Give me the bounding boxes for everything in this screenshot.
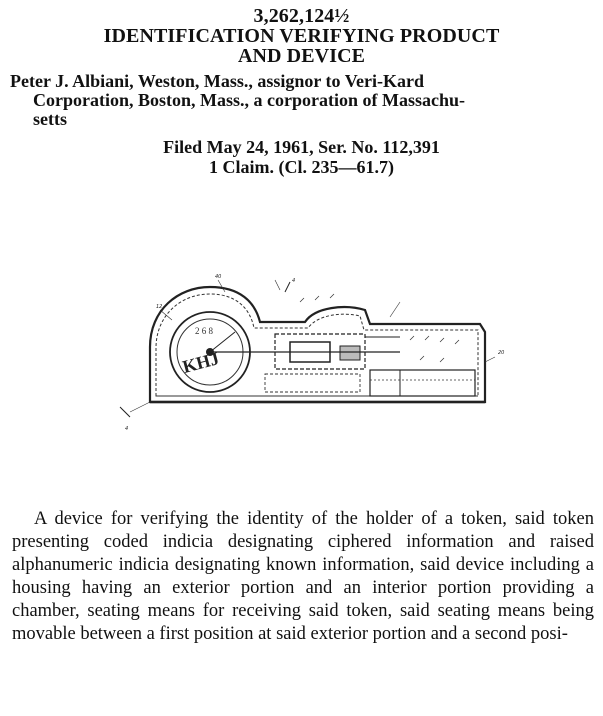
inventor-line-2: Corporation, Boston, Mass., a corporation of Massachu-: [33, 90, 465, 110]
claims-class: 1 Claim. (Cl. 235—61.7): [209, 157, 394, 177]
figure-label: 4: [125, 426, 129, 432]
token-chamber: [370, 370, 475, 396]
patent-title-line-2: AND DEVICE: [237, 45, 366, 67]
housing-inner-wall: [156, 294, 478, 396]
housing-outline: [150, 287, 485, 402]
filed-date: Filed May 24, 1961, Ser. No. 112,391: [163, 137, 440, 157]
figure-label: 12: [156, 304, 163, 310]
figure-label: 4: [292, 278, 296, 284]
figure-label: 20: [498, 350, 505, 356]
filing-info: [0, 137, 603, 177]
wheel-characters: KHJ: [180, 348, 222, 377]
abstract: [12, 508, 594, 646]
wheel-spoke: [210, 332, 235, 352]
patent-number: 3,262,124½: [253, 5, 350, 27]
section-arrow-lower: [120, 407, 130, 432]
figure-label: 40: [215, 274, 222, 280]
inventor-line-3: setts: [33, 109, 67, 129]
section-arrow: [285, 278, 295, 292]
patent-drawing: [100, 262, 510, 442]
patent-header: [0, 6, 603, 66]
inventor-assignee: [10, 72, 600, 129]
inventor-line-1: Peter J. Albiani, Weston, Mass., assignor to Veri-Kard: [10, 71, 425, 91]
lower-cavity: [265, 374, 360, 392]
mechanism-part: [340, 346, 360, 360]
patent-title-line-1: IDENTIFICATION VERIFYING PRODUCT: [103, 25, 500, 47]
abstract-text: A device for verifying the identity of the holder of a token, said token presenting coded indicia designating ciphered information and raised alphanumeric indicia designating known information, said device including a housing having an exterior portion and an interior portion providing a chamber, seating means for receiving said token, said seating means being movable between a first position at said exterior portion and a second posi-: [12, 509, 594, 644]
wheel-top-marks: 2 6 8: [195, 326, 213, 336]
